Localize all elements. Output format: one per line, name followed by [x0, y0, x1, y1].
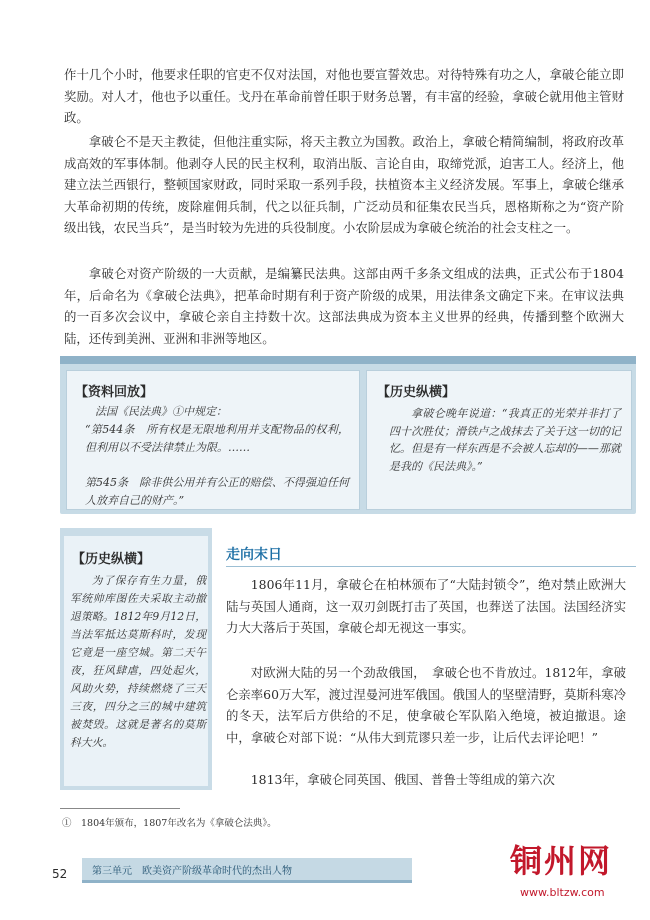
review-box-intro: 法国《民法典》①中规定： [95, 405, 227, 418]
section-title: 走向末日 [226, 547, 282, 563]
footnote: ① 1804年颁布，1807年改名为《拿破仑法典》。 [62, 818, 277, 829]
review-box-article-545: 第545条 除非供公用并有公正的赔偿、不得强迫任何人放弃自己的财产。” [85, 476, 349, 507]
unit-bar [82, 858, 412, 883]
band-stripe [60, 356, 636, 364]
sidebar-band [60, 356, 636, 514]
section-paragraph-3: 1813年，拿破仑同英国、俄国、普鲁士等组成的第六次 [250, 772, 555, 787]
history-box-top-text: 拿破仑晚年说道：“我真正的光荣并非打了四十次胜仗；滑铁卢之战抹去了关于这一切的记忆。但是有一样东西是不会被人忘却的——那就是我的《民法典》。” [389, 407, 621, 473]
review-box-article-544: “第544条 所有权是无限地利用并支配物品的权利，但利用以不受法律禁止为限。…… [85, 423, 349, 454]
history-box-top-title: 【历史纵横】 [377, 385, 456, 400]
history-box-side-text: 为了保存有生力量，俄军统帅库图佐夫采取主动撤退策略。1812年9月12日，当法军抵达莫斯科时，发现它竟是一座空城。第二天午夜，狂风肆虐，四处起火，风助火势，持续燃烧了三天三夜，四分之三的城中建筑被焚毁。这就是著名的莫斯科大火。 [70, 574, 206, 749]
unit-label: 第三单元 欧美资产阶级革命时代的杰出人物 [92, 866, 292, 877]
body-paragraph-3: 拿破仑对资产阶级的一大贡献，是编纂民法典。这部由两千多条文组成的法典，正式公布于1804年，后命名为《拿破仑法典》，把革命时期有利于资产阶级的成果，用法律条文确定下来。在审议法典的一百多次会议中，拿破仑亲自主持数十次。这部法典成为资本主义世界的经典，传播到整个欧洲大陆，还传到美洲、亚洲和非洲等地区。 [64, 266, 624, 346]
page-number: 52 [52, 867, 68, 881]
body-paragraph-1: 作十几个小时，他要求任职的官吏不仅对法国，对他也要宣誓效忠。对待特殊有功之人，拿破仑能立即奖励。对人才，他也予以重任。戈丹在革命前曾任职于财务总署，有丰富的经验，拿破仑就用他主管财政。 [64, 67, 624, 125]
watermark-logo: 铜州网 [509, 842, 612, 880]
footnote-rule [60, 808, 180, 809]
section-paragraph-2: 对欧洲大陆的另一个劲敌俄国， 拿破仑也不肯放过。1812年，拿破仑亲率60万大军，渡过涅曼河进军俄国。俄国人的坚壁清野，莫斯科寒冷的冬天，法军后方供给的不足，使拿破仑军队陷入绝境，被迫撤退。途中，拿破仑对部下说：“从伟大到荒谬只差一步，让后代去评论吧！” [226, 665, 626, 745]
section-rule [226, 566, 636, 567]
section-paragraph-1: 1806年11月，拿破仑在柏林颁布了“大陆封锁令”，绝对禁止欧洲大陆与英国人通商，这一双刃剑既打击了英国，也葬送了法国。法国经济实力大大落后于英国，拿破仑却无视这一事实。 [226, 577, 626, 635]
review-box-title: 【资料回放】 [75, 385, 154, 400]
history-box-side-title: 【历史纵横】 [72, 552, 151, 567]
body-paragraph-2: 拿破仑不是天主教徒，但他注重实际，将天主教立为国教。政治上，拿破仑精简编制，将政府改革成高效的军事体制。他剥夺人民的民主权利，取消出版、言论自由，取缔党派，迫害工人。经济上，他建立法兰西银行，整顿国家财政，同时采取一系列手段，扶植资本主义经济发展。军事上，拿破仑继承大革命初期的传统，废除雇佣兵制，代之以征兵制，广泛动员和征集农民当兵，恩格斯称之为“资产阶级出钱，农民当兵”，是当时较为先进的兵役制度。小农阶层成为拿破仑统治的社会支柱之一。 [64, 134, 624, 235]
review-box [66, 370, 360, 510]
history-box-top [366, 370, 632, 510]
watermark-url: www.bltzw.com [520, 886, 605, 899]
history-box-side [60, 528, 212, 790]
